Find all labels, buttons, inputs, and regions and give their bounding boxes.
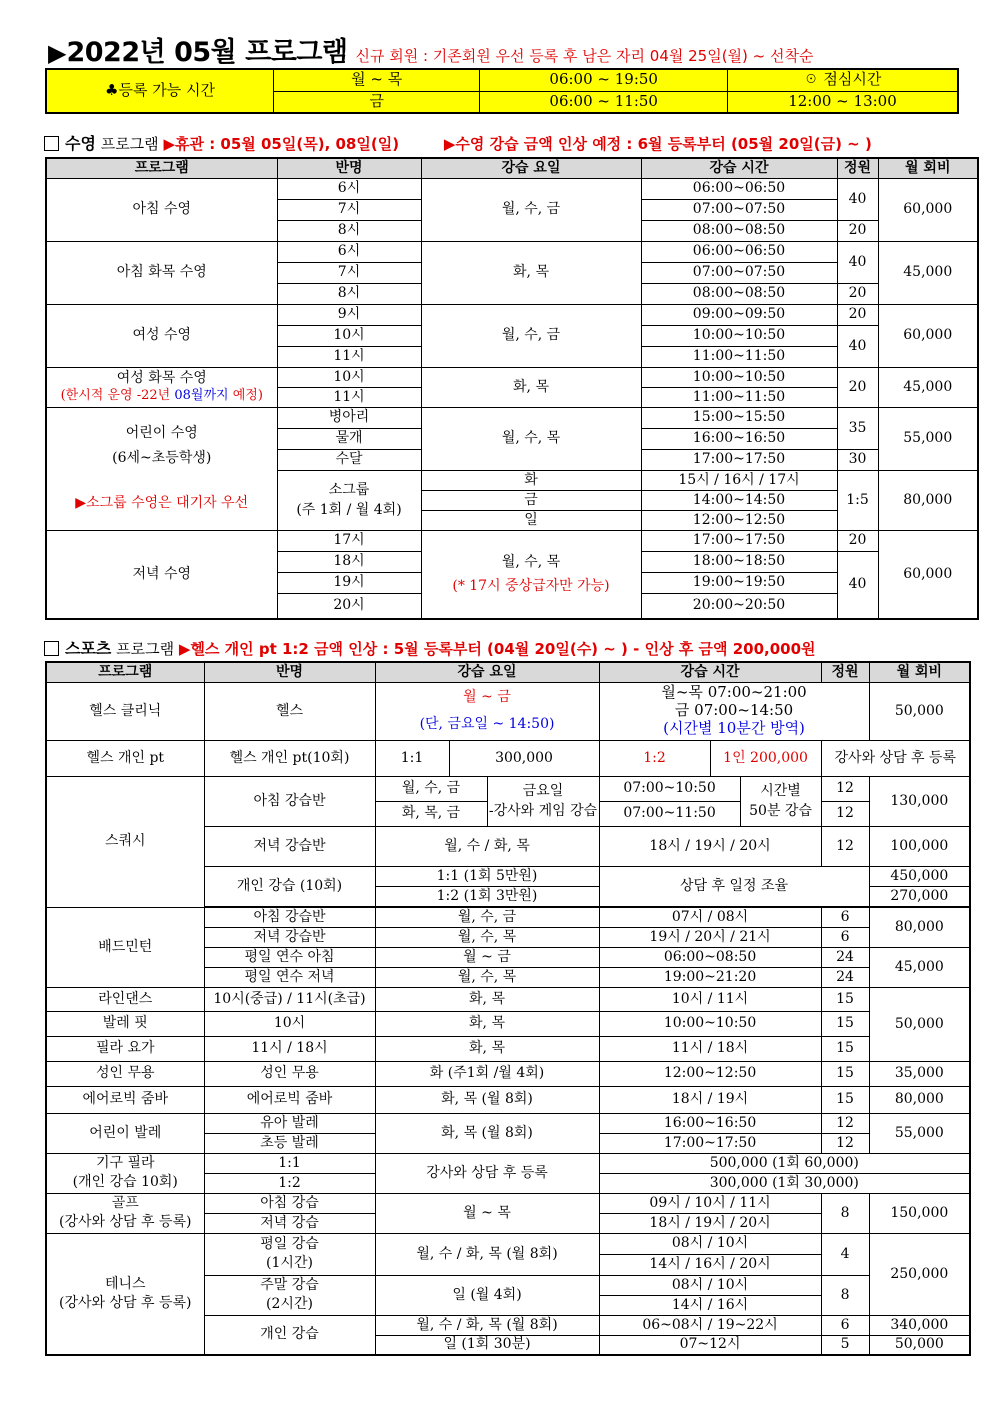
class-time: 08:00~08:50 [641,220,837,241]
class-name-cell [204,1275,375,1315]
monthly-fee: 450,000 [869,866,970,886]
monthly-fee: 250,000 [869,1233,970,1315]
class-name: 병아리 [277,407,421,428]
class-time: 11:00~11:50 [641,387,837,407]
program-name-cell [46,1153,204,1193]
sports-section-title: 스포츠 프로그램 ▶헬스 개인 pt 1:2 금액 인상 : 5월 등록부터 (04월 20일(수) ~ ) - 인상 후 금액 200,000원 [44,636,816,659]
program-name-cell [46,1193,204,1233]
col-header: 월 회비 [869,662,970,682]
monthly-fee: 500,000 (1회 60,000) [599,1153,970,1173]
signup-notice: 신규 회원 : 기존회원 우선 등록 후 남은 자리 04월 25일(월) ~ 선착순 [355,47,814,65]
class-days: 화 (주1회 /월 4회) [375,1061,599,1086]
capacity: 4 [821,1233,869,1275]
col-header: 강습 요일 [375,662,599,682]
class-name: 헬스 개인 pt(10회) [204,740,375,776]
class-name: 11시 [277,387,421,407]
capacity: 12 [821,826,869,866]
col-header: 반명 [277,158,421,178]
class-time: 09시 / 10시 / 11시 [599,1193,821,1213]
col-header: 강습 요일 [421,158,641,178]
slot-note: 시간별 [760,782,801,799]
class-days: 화, 목 [375,1011,599,1036]
monthly-fee: 45,000 [869,947,970,987]
class-time: 08:00~08:50 [641,283,837,304]
class-days: 월, 수 / 화, 목 (월 8회) [375,1315,599,1335]
lunch-time: 12:00 ~ 13:00 [727,91,958,113]
friday-note: -강사와 게임 강습 [488,802,598,819]
class-name: 20시 [277,593,421,619]
class-time: 18시 / 19시 / 20시 [599,1213,821,1233]
class-time: 07:00~11:50 [599,801,740,826]
program-name: 에어로빅 줌바 [46,1086,204,1113]
program-name: 여성 수영 [46,304,277,367]
pt-price: 1인 200,000 [710,740,821,776]
program-name: 어린이 발레 [46,1113,204,1153]
class-name: 19시 [277,572,421,593]
program-name: 어린이 수영 [125,425,198,442]
col-header: 강습 시간 [599,662,821,682]
capacity: 15 [821,1036,869,1061]
reg-days: 금 [273,91,479,113]
private-note: 상담 후 일정 조율 [599,866,869,906]
class-name: 11시 / 18시 [204,1036,375,1061]
program-note: (한시적 운영 -22년 08월까지 예정) [60,388,263,404]
class-time: 19:00~21:20 [599,967,821,987]
private-option: 1:2 (1회 3만원) [375,886,599,906]
program-age: (6세~초등학생) [112,450,212,467]
monthly-fee: 80,000 [869,907,970,947]
class-days: 월, 수, 목 [421,407,641,470]
swim-program-table [45,157,979,620]
sports-program-table [45,661,971,1356]
small-group-note: ▶소그룹 수영은 대기자 우선 [75,494,249,511]
class-time: 18시 / 19시 [599,1086,821,1113]
class-days: 일 (월 4회) [375,1275,599,1315]
class-days: 화, 목, 금 [375,801,487,826]
class-time: 06:00~06:50 [641,241,837,262]
capacity: 35 [837,407,878,449]
monthly-fee: 50,000 [869,987,970,1061]
monthly-fee: 150,000 [869,1193,970,1233]
program-name: 발레 핏 [46,1011,204,1036]
class-name: 아침 강습 [204,1193,375,1213]
private-option: 1:1 (1회 5만원) [375,866,599,886]
capacity: 24 [821,947,869,967]
monthly-fee: 80,000 [878,470,978,530]
program-sub: (강사와 상담 후 등록) [59,1214,192,1230]
monthly-fee: 300,000 (1회 30,000) [599,1173,970,1193]
class-name: 평일 강습 [260,1236,319,1253]
capacity: 40 [837,241,878,283]
registration-label: ♣등록 가능 시간 [46,69,273,113]
class-time: 10시 / 11시 [599,987,821,1011]
class-time: 18시 / 19시 / 20시 [599,826,821,866]
class-time: 17:00~17:50 [641,449,837,470]
class-time: 17:00~17:50 [599,1133,821,1153]
capacity: 6 [821,907,869,927]
class-time: 06:00~08:50 [599,947,821,967]
program-name: 성인 무용 [46,1061,204,1086]
class-days: 월, 수, 목 [501,553,561,570]
program-name-cell [46,407,277,530]
program-name: 기구 필라 [95,1155,155,1172]
col-header: 강습 시간 [641,158,837,178]
class-time: 06~08시 / 19~22시 [599,1315,821,1335]
class-days: 월 ~ 금 [463,689,511,706]
capacity: 12 [821,1113,869,1133]
checkbox-icon [44,641,59,656]
capacity: 15 [821,1011,869,1036]
page-header [48,30,968,66]
col-header: 정원 [821,662,869,682]
swim-section-title: 수영 프로그램 ▶휴관 : 05월 05일(목), 08일(일) ▶수영 강습 금액 인상 예정 : 6월 등록부터 (05월 20일(금) ~ ) [44,131,872,154]
class-time: 08시 / 10시 [599,1233,821,1254]
class-time: 15:00~15:50 [641,407,837,428]
monthly-fee: 35,000 [869,1061,970,1086]
class-time: 07:00~07:50 [641,199,837,220]
class-name: 에어로빅 줌바 [204,1086,375,1113]
program-name: 배드민턴 [46,907,204,987]
arrow-icon: ▶ [48,39,67,67]
class-name: 7시 [277,262,421,283]
class-time: 17:00~17:50 [641,530,837,551]
capacity: 15 [821,1086,869,1113]
capacity: 15 [821,987,869,1011]
capacity: 20 [837,220,878,241]
class-time: 10:00~10:50 [641,367,837,387]
program-name-cell [46,1233,204,1355]
pt-price-notice: ▶헬스 개인 pt 1:2 금액 인상 : 5월 등록부터 (04월 20일(수) ~ ) - 인상 후 금액 200,000원 [178,640,816,658]
class-days-note: (단, 금요일 ~ 14:50) [419,716,555,732]
monthly-fee: 50,000 [869,682,970,740]
small-group-cell [277,470,421,530]
class-name: 성인 무용 [204,1061,375,1086]
monthly-fee: 60,000 [878,304,978,367]
class-days: 월, 수, 금 [421,178,641,241]
class-days: 강사와 상담 후 등록 [375,1153,599,1193]
class-time: 10:00~10:50 [599,1011,821,1036]
class-name: 10시(중급) / 11시(초급) [204,987,375,1011]
capacity: 24 [821,967,869,987]
class-name: 평일 연수 아침 [204,947,375,967]
class-days: 월, 수, 목 [375,967,599,987]
class-days: 화 [421,470,641,490]
slot-note-cell [740,776,821,826]
reg-time: 06:00 ~ 11:50 [480,91,728,113]
capacity: 40 [837,325,878,367]
checkbox-icon [44,136,59,151]
class-time: 12:00~12:50 [641,510,837,530]
class-days: 화, 목 [421,241,641,304]
class-name: 초등 발레 [204,1133,375,1153]
program-name: 헬스 개인 pt [46,740,204,776]
program-sub: (강사와 상담 후 등록) [59,1295,192,1312]
class-time: 07:00~10:50 [599,776,740,801]
program-name: 여성 화목 수영 [116,370,207,387]
class-name: 개인 강습 [204,1315,375,1355]
capacity: 12 [821,801,869,826]
class-time: 18:00~18:50 [641,551,837,572]
class-name-cell [204,1233,375,1275]
program-name: 라인댄스 [46,987,204,1011]
reg-time: 06:00 ~ 19:50 [480,69,728,91]
class-name: 물개 [277,428,421,449]
col-header: 반명 [204,662,375,682]
class-time: 월~목 07:00~21:00 [661,683,807,702]
pt-note: 강사와 상담 후 등록 [821,740,970,776]
class-name: 1:2 [204,1173,375,1193]
class-time: 16:00~16:50 [641,428,837,449]
class-name: 7시 [277,199,421,220]
class-name: 8시 [277,283,421,304]
class-name: 6시 [277,241,421,262]
class-name: 주말 강습 [260,1277,319,1294]
pt-ratio: 1:1 [375,740,449,776]
class-time: 07:00~07:50 [641,262,837,283]
capacity: 12 [821,1133,869,1153]
class-days: 일 [421,510,641,530]
class-name: 유아 발레 [204,1113,375,1133]
class-name: 아침 강습반 [204,776,375,826]
class-time: 07시 / 08시 [599,907,821,927]
monthly-fee: 80,000 [869,1086,970,1113]
class-name: 저녁 강습반 [204,927,375,947]
class-time-cell [599,682,869,740]
small-group-name: 소그룹 [328,481,370,498]
class-time: 08시 / 10시 [599,1275,821,1295]
capacity: 15 [821,1061,869,1086]
col-header: 월 회비 [878,158,978,178]
capacity: 20 [837,367,878,407]
class-days: 월, 수, 금 [375,776,487,801]
class-time: 16:00~16:50 [599,1113,821,1133]
class-days: 화, 목 (월 8회) [375,1113,599,1153]
class-sub: (1시간) [266,1255,313,1271]
capacity: 6 [821,927,869,947]
registration-hours-table [45,68,959,114]
col-header: 정원 [837,158,878,178]
capacity: 8 [821,1275,869,1315]
monthly-fee: 50,000 [869,1335,970,1355]
program-name: 아침 수영 [46,178,277,241]
program-name: 아침 화목 수영 [46,241,277,304]
class-name: 9시 [277,304,421,325]
class-name: 10시 [204,1011,375,1036]
program-name: 테니스 [104,1275,146,1292]
class-time: 19:00~19:50 [641,572,837,593]
class-name: 18시 [277,551,421,572]
class-days: 월, 수, 금 [421,304,641,367]
class-days: 화, 목 [421,367,641,407]
class-time: 14시 / 16시 / 20시 [599,1254,821,1275]
class-days: 화, 목 [375,987,599,1011]
closure-notice: ▶휴관 : 05월 05일(목), 08일(일) [163,135,400,153]
class-days: 월 ~ 금 [375,947,599,967]
class-name: 저녁 강습 [204,1213,375,1233]
class-time: 06:00~06:50 [641,178,837,199]
class-name: 8시 [277,220,421,241]
monthly-fee: 45,000 [878,367,978,407]
capacity: 6 [821,1315,869,1335]
friday-note-cell [487,776,599,826]
class-name: 헬스 [204,682,375,740]
price-notice: ▶수영 강습 금액 인상 예정 : 6월 등록부터 (05월 20일(금) ~ ) [443,135,872,153]
monthly-fee: 55,000 [869,1113,970,1153]
program-sub: (개인 강습 10회) [72,1174,178,1190]
program-name: 헬스 클리닉 [46,682,204,740]
class-sub: (2시간) [266,1296,313,1312]
class-name: 10시 [277,325,421,346]
class-time: 12:00~12:50 [599,1061,821,1086]
page-title: 2022년 05월 프로그램 [66,37,348,68]
slot-note: 50분 강습 [749,802,812,819]
monthly-fee: 100,000 [869,826,970,866]
class-days-note: (* 17시 중상급자만 가능) [452,578,610,595]
class-time: 14시 / 16시 [599,1295,821,1315]
class-time: 금 07:00~14:50 [674,701,794,720]
capacity: 40 [837,178,878,220]
class-name: 17시 [277,530,421,551]
reg-days: 월 ~ 목 [273,69,479,91]
capacity: 12 [821,776,869,801]
small-group-sub: (주 1회 / 월 4회) [296,501,402,518]
class-time: 19시 / 20시 / 21시 [599,927,821,947]
class-days: 금 [421,490,641,510]
class-time-note: (시간별 10분간 방역) [663,718,805,737]
capacity: 30 [837,449,878,470]
class-days: 월 ~ 목 [375,1193,599,1233]
capacity: 20 [837,304,878,325]
class-days: 월, 수, 금 [375,907,599,927]
friday-note: 금요일 [522,782,564,799]
program-name: 필라 요가 [46,1036,204,1061]
class-days: 화, 목 [375,1036,599,1061]
class-name: 아침 강습반 [204,907,375,927]
pt-ratio: 1:2 [599,740,710,776]
class-name: 10시 [277,367,421,387]
class-name: 1:1 [204,1153,375,1173]
class-time: 11:00~11:50 [641,346,837,367]
class-days: 화, 목 (월 8회) [375,1086,599,1113]
col-header: 프로그램 [46,662,204,682]
program-name: 골프 [111,1195,139,1212]
monthly-fee: 55,000 [878,407,978,470]
class-time: 07~12시 [599,1335,821,1355]
class-days: 일 (1회 30분) [375,1335,599,1355]
class-name: 평일 연수 저녁 [204,967,375,987]
capacity: 5 [821,1335,869,1355]
class-name: 6시 [277,178,421,199]
monthly-fee: 340,000 [869,1315,970,1335]
class-name: 저녁 강습반 [204,826,375,866]
class-time: 10:00~10:50 [641,325,837,346]
lunch-label: ☉ 점심시간 [727,69,958,91]
class-time: 11시 / 18시 [599,1036,821,1061]
monthly-fee: 60,000 [878,178,978,241]
monthly-fee: 270,000 [869,886,970,906]
class-name: 개인 강습 (10회) [204,866,375,906]
program-name: 저녁 수영 [46,530,277,619]
program-name-cell [46,367,277,407]
capacity: 8 [821,1193,869,1233]
class-time: 09:00~09:50 [641,304,837,325]
class-time: 20:00~20:50 [641,593,837,619]
class-days: 월, 수, 목 [375,927,599,947]
class-days: 월, 수 / 화, 목 (월 8회) [375,1233,599,1275]
capacity: 20 [837,283,878,304]
monthly-fee: 45,000 [878,241,978,304]
class-time: 14:00~14:50 [641,490,837,510]
pt-price: 300,000 [449,740,599,776]
class-name: 수달 [277,449,421,470]
monthly-fee: 130,000 [869,776,970,826]
class-days-cell [421,530,641,619]
class-time: 15시 / 16시 / 17시 [641,470,837,490]
capacity: 1:5 [837,470,878,530]
capacity: 20 [837,530,878,551]
capacity: 40 [837,551,878,619]
program-name: 스쿼시 [46,776,204,907]
col-header: 프로그램 [46,158,277,178]
monthly-fee: 60,000 [878,530,978,619]
class-days: 월, 수 / 화, 목 [375,826,599,866]
class-days-cell [375,682,599,740]
class-name: 11시 [277,346,421,367]
